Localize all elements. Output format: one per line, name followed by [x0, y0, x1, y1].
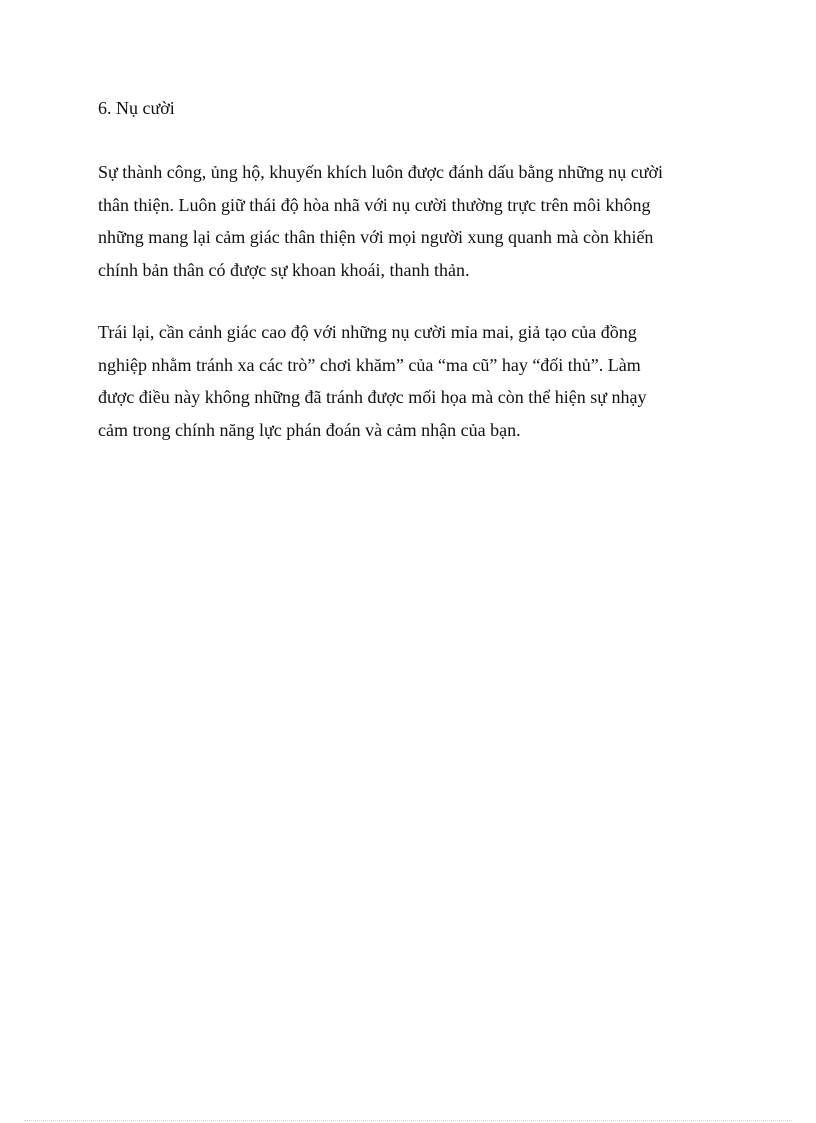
section-heading: 6. Nụ cười: [98, 98, 175, 118]
page-bottom-divider: [24, 1120, 792, 1121]
paragraph-line: cảm trong chính năng lực phán đoán và cảm nhận của bạn.: [98, 419, 521, 440]
paragraph-line: những mang lại cảm giác thân thiện với mọi người xung quanh mà còn khiến: [98, 227, 654, 247]
paragraph-line: chính bản thân có được sự khoan khoái, thanh thản.: [98, 259, 470, 280]
paragraph-line: Trái lại, cần cảnh giác cao độ với những nụ cười mỉa mai, giả tạo của đồng: [98, 322, 637, 342]
paragraph-line: thân thiện. Luôn giữ thái độ hòa nhã với nụ cười thường trực trên môi không: [98, 194, 651, 215]
paragraph-1: [98, 161, 738, 291]
paragraph-2: [98, 321, 738, 451]
paragraph-line: nghiệp nhằm tránh xa các trò” chơi khăm” của “ma cũ” hay “đối thủ”. Làm: [98, 354, 641, 375]
paragraph-line: Sự thành công, ủng hộ, khuyến khích luôn được đánh dấu bằng những nụ cười: [98, 162, 663, 182]
paragraph-line: được điều này không những đã tránh được mối họa mà còn thể hiện sự nhạy: [98, 387, 647, 407]
